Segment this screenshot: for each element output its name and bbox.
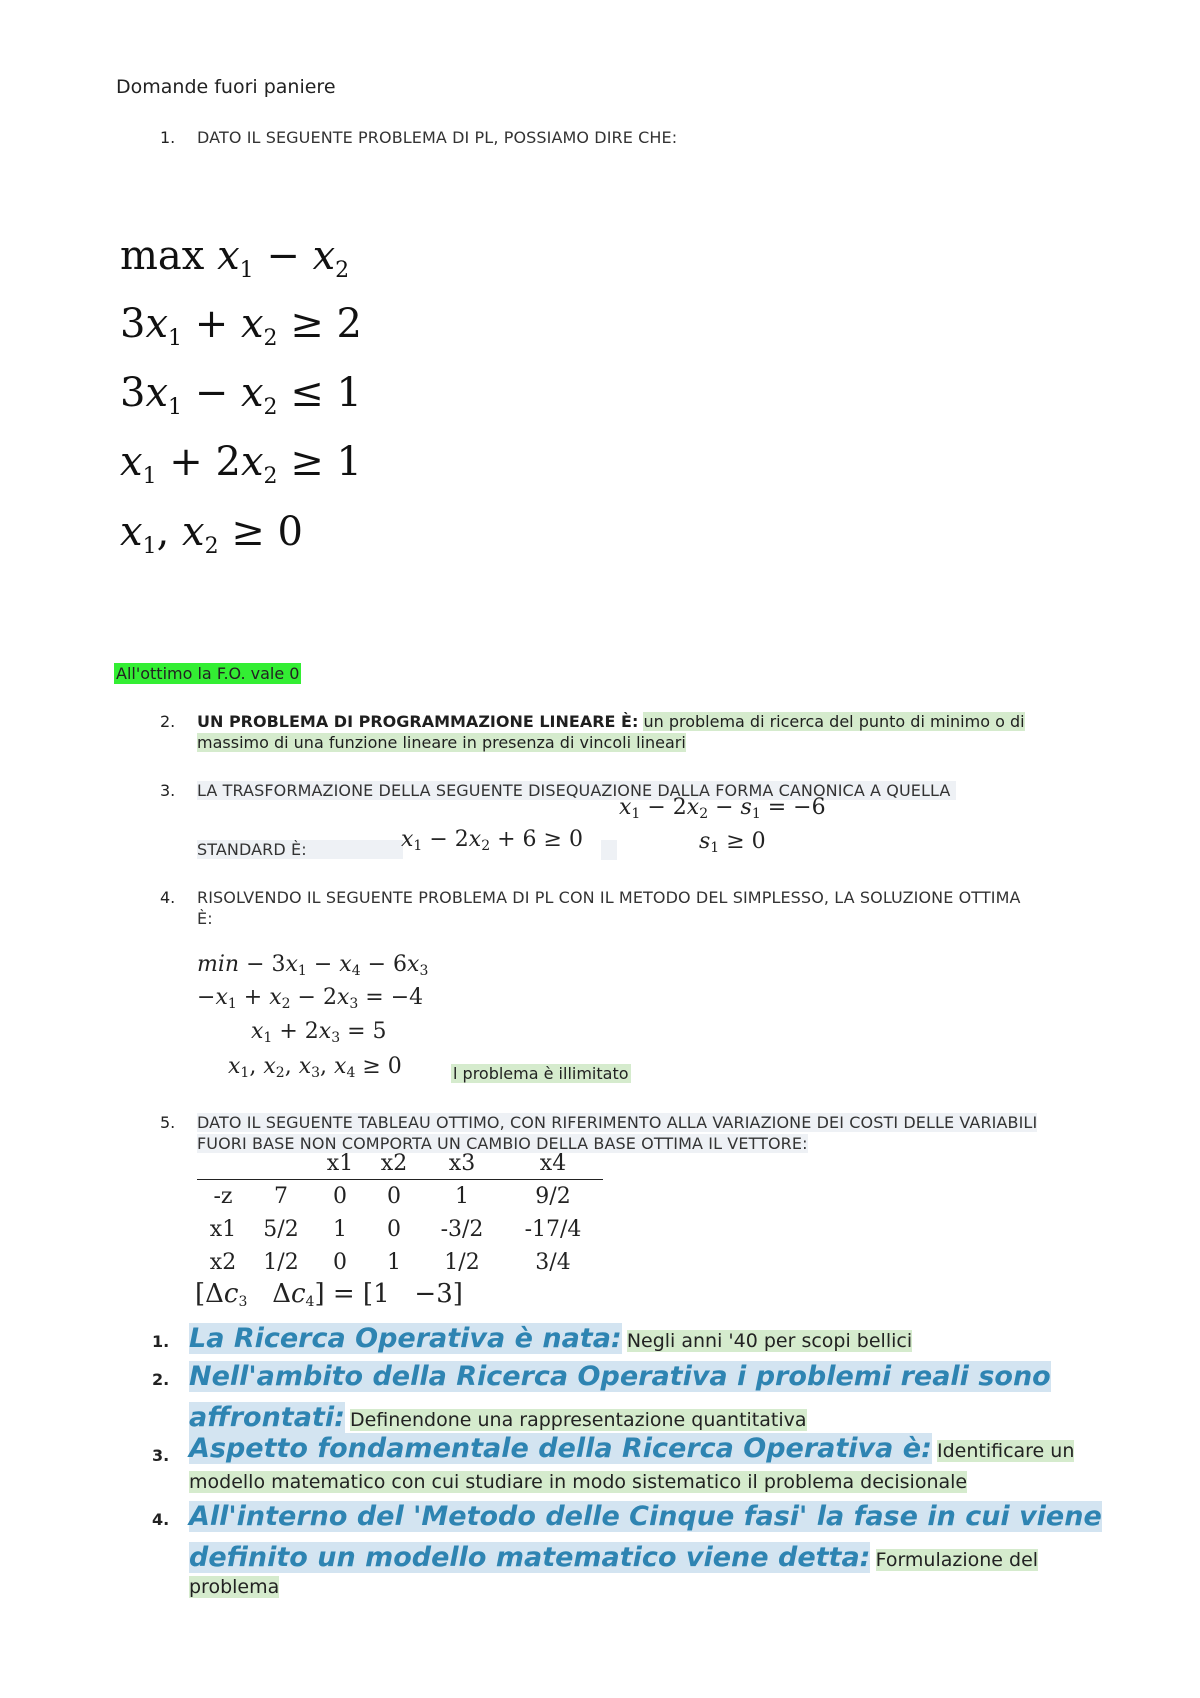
q1-text: DATO IL SEGUENTE PROBLEMA DI PL, POSSIAMO DIRE CHE: xyxy=(197,128,678,147)
table-cell: -z xyxy=(213,1184,233,1209)
q4-nonneg: $x_1$, $x_2$, $x_3$, $x_4 \ge 0$ xyxy=(228,1054,402,1081)
table-cell: 7 xyxy=(274,1184,288,1209)
table-cell: 1 xyxy=(387,1250,401,1275)
table-cell: x1 xyxy=(209,1217,237,1242)
table-row xyxy=(197,1246,603,1279)
q1-number: 1. xyxy=(160,128,176,147)
tableau-header-cell xyxy=(249,1148,313,1180)
q4-number: 4. xyxy=(160,888,176,907)
q3-number: 3. xyxy=(160,781,176,800)
q1-constraint-2: $3x_1 - x_2 \le 1$ xyxy=(120,370,362,420)
q2-number: 2. xyxy=(160,712,176,731)
table-row xyxy=(197,1213,603,1246)
tableau-header-cell: x1 xyxy=(313,1148,367,1180)
q4-constraint-1: $-x_1 + x_2 - 2x_3 = -4$ xyxy=(197,985,424,1012)
q1-answer: All'ottimo la F.O. vale 0 xyxy=(116,664,300,683)
list2-answer-4-line2: problema xyxy=(189,1576,280,1598)
list2-answer-3-line2: modello matematico con cui studiare in modo sistematico il problema decisionale xyxy=(189,1471,968,1493)
table-cell: -3/2 xyxy=(440,1217,484,1242)
list2-answer-2: Definendone una rappresentazione quantitativa xyxy=(349,1409,807,1431)
q4-answer: l problema è illimitato xyxy=(453,1064,629,1083)
q5-delta-vector: [$\Delta c_3$ $\Delta c_4] = [1 -3]$ xyxy=(195,1279,463,1310)
q5-number: 5. xyxy=(160,1113,176,1132)
q5-tableau xyxy=(197,1148,603,1279)
list2-item-2 xyxy=(189,1358,1051,1440)
page-title: Domande fuori paniere xyxy=(116,76,336,98)
table-cell: x2 xyxy=(209,1250,237,1275)
table-cell: 1/2 xyxy=(444,1250,480,1275)
q4-constraint-2: $x_1 + 2x_3 = 5$ xyxy=(251,1019,387,1046)
table-cell: 0 xyxy=(333,1184,347,1209)
table-cell: 5/2 xyxy=(263,1217,299,1242)
list2-question-3: Aspetto fondamentale della Ricerca Operativa è: xyxy=(189,1433,932,1464)
list2-answer-3-line1: Identificare un xyxy=(936,1440,1075,1462)
q4-text-line2: È: xyxy=(197,909,213,928)
list2-number-2: 2. xyxy=(152,1370,170,1389)
list2-answer-4-line1: Formulazione del xyxy=(875,1549,1039,1571)
tableau-header-cell: x2 xyxy=(367,1148,421,1180)
q4-text-line1: RISOLVENDO IL SEGUENTE PROBLEMA DI PL CON IL METODO DEL SIMPLESSO, LA SOLUZIONE OTTIMA xyxy=(197,888,1021,907)
table-cell: 3/4 xyxy=(535,1250,571,1275)
table-cell: 1 xyxy=(455,1184,469,1209)
table-row xyxy=(197,1180,603,1214)
list2-question-4-line1: All'interno del 'Metodo delle Cinque fasi' la fase in cui viene xyxy=(189,1501,1102,1532)
list2-item-1 xyxy=(189,1320,912,1361)
q3-canonical: $x_1 - 2x_2 + 6 \ge 0$ xyxy=(401,827,583,854)
list2-question-1: La Ricerca Operativa è nata: xyxy=(189,1323,622,1354)
table-cell: 0 xyxy=(387,1217,401,1242)
tableau-header xyxy=(197,1148,603,1180)
tableau-header-cell xyxy=(197,1148,249,1180)
q1-nonneg: $x_1$, $x_2 \ge 0$ xyxy=(120,509,303,559)
q1-constraint-1: $3x_1 + x_2 \ge 2$ xyxy=(120,301,362,351)
q1-constraint-3: $x_1 + 2x_2 \ge 1$ xyxy=(120,439,362,489)
table-cell: 0 xyxy=(333,1250,347,1275)
q3-text-line2: STANDARD È: xyxy=(197,840,403,859)
q3-standard-eq: $x_1 - 2x_2 - s_1 = -6$ xyxy=(619,795,826,822)
list2-question-4-line2: definito un modello matematico viene detta: xyxy=(189,1542,871,1573)
table-cell: 0 xyxy=(387,1184,401,1209)
q3-text-line1: LA TRASFORMAZIONE DELLA SEGUENTE DISEQUAZIONE DALLA FORMA CANONICA A QUELLA xyxy=(197,781,956,800)
list2-number-1: 1. xyxy=(152,1332,170,1351)
table-cell: -17/4 xyxy=(524,1217,582,1242)
list2-answer-1: Negli anni '40 per scopi bellici xyxy=(626,1330,913,1352)
q4-objective: $\min - 3x_1 - x_4 - 6x_3$ xyxy=(197,952,429,979)
list2-item-3 xyxy=(189,1434,1074,1498)
q5-text-line1: DATO IL SEGUENTE TABLEAU OTTIMO, CON RIFERIMENTO ALLA VARIAZIONE DEI COSTI DELLE VARIABILI xyxy=(197,1113,1038,1132)
q5-text-line2: FUORI BASE NON COMPORTA UN CAMBIO DELLA BASE OTTIMA IL VETTORE: xyxy=(197,1134,808,1153)
q1-objective: $\max x_1 - x_2$ xyxy=(120,233,350,283)
q2-answer-line1: un problema di ricerca del punto di minimo o di xyxy=(643,712,1025,731)
list2-question-2-line2: affrontati: xyxy=(189,1402,345,1433)
q2-block xyxy=(197,711,1025,753)
list2-number-3: 3. xyxy=(152,1446,170,1465)
list2-item-4 xyxy=(189,1498,1102,1580)
table-cell: 1/2 xyxy=(263,1250,299,1275)
table-cell: 9/2 xyxy=(535,1184,571,1209)
q3-standard-nonneg: $s_1 \ge 0$ xyxy=(699,829,766,856)
list2-question-2-line1: Nell'ambito della Ricerca Operativa i problemi reali sono xyxy=(189,1361,1051,1392)
q2-answer-line2: massimo di una funzione lineare in presenza di vincoli lineari xyxy=(197,733,686,752)
q2-question: UN PROBLEMA DI PROGRAMMAZIONE LINEARE È: xyxy=(197,712,639,731)
q3-spacer xyxy=(601,840,617,860)
tableau-header-cell: x4 xyxy=(503,1148,603,1180)
table-cell: 1 xyxy=(333,1217,347,1242)
list2-number-4: 4. xyxy=(152,1510,170,1529)
tableau-header-cell: x3 xyxy=(421,1148,503,1180)
